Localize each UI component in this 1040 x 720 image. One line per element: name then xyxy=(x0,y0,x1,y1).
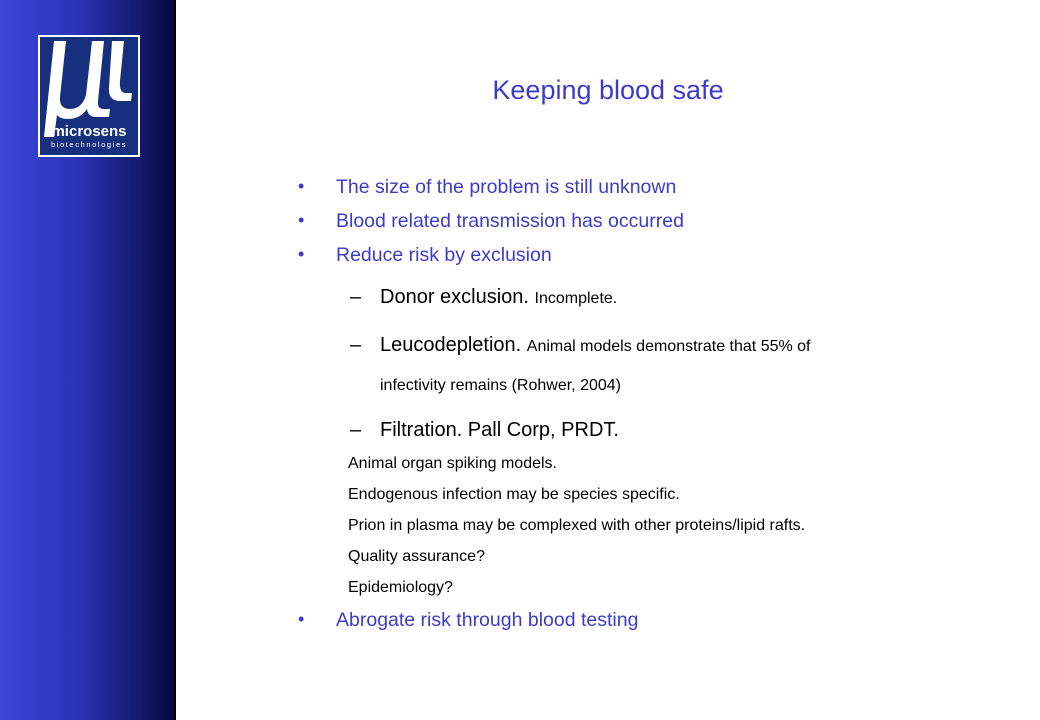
bullet-item: The size of the problem is still unknown xyxy=(336,176,677,198)
bullet-item-final: Abrogate risk through blood testing xyxy=(336,609,639,631)
dash-marker: – xyxy=(350,286,362,308)
company-logo xyxy=(38,35,140,157)
note-line: Quality assurance? xyxy=(348,548,485,565)
bullet-marker: • xyxy=(298,210,305,230)
sidebar-divider xyxy=(174,0,176,720)
note-line: Epidemiology? xyxy=(348,579,453,596)
sub-item-leuco xyxy=(380,334,811,357)
logo-wordmark: microsens xyxy=(51,123,127,140)
slide-title: Keeping blood safe xyxy=(492,75,724,105)
bullet-item: Blood related transmission has occurred xyxy=(336,210,684,232)
sub-item-filtration: Filtration. Pall Corp, PRDT. xyxy=(380,419,619,441)
logo-subwordmark: biotechnologies xyxy=(50,140,128,149)
sub-item-main: Leucodepletion. xyxy=(380,334,522,356)
dash-marker: – xyxy=(350,334,362,356)
note-line: Prion in plasma may be complexed with other proteins/lipid rafts. xyxy=(348,517,806,534)
dash-marker: – xyxy=(350,419,362,441)
bullet-item: Reduce risk by exclusion xyxy=(336,244,552,266)
note-line: Animal organ spiking models. xyxy=(348,455,557,472)
bullet-marker: • xyxy=(298,176,305,196)
sub-item-detail: Incomplete. xyxy=(534,290,618,307)
note-line: Endogenous infection may be species specific. xyxy=(348,486,680,503)
sub-item-donor xyxy=(380,286,617,309)
logo-panel xyxy=(40,37,138,155)
sub-item-detail: Animal models demonstrate that 55% of xyxy=(526,338,811,355)
sub-item-main: Donor exclusion. xyxy=(380,286,529,308)
bullet-marker: • xyxy=(298,609,305,629)
bullet-marker: • xyxy=(298,244,305,264)
sub-item-detail-continued: infectivity remains (Rohwer, 2004) xyxy=(380,377,621,394)
